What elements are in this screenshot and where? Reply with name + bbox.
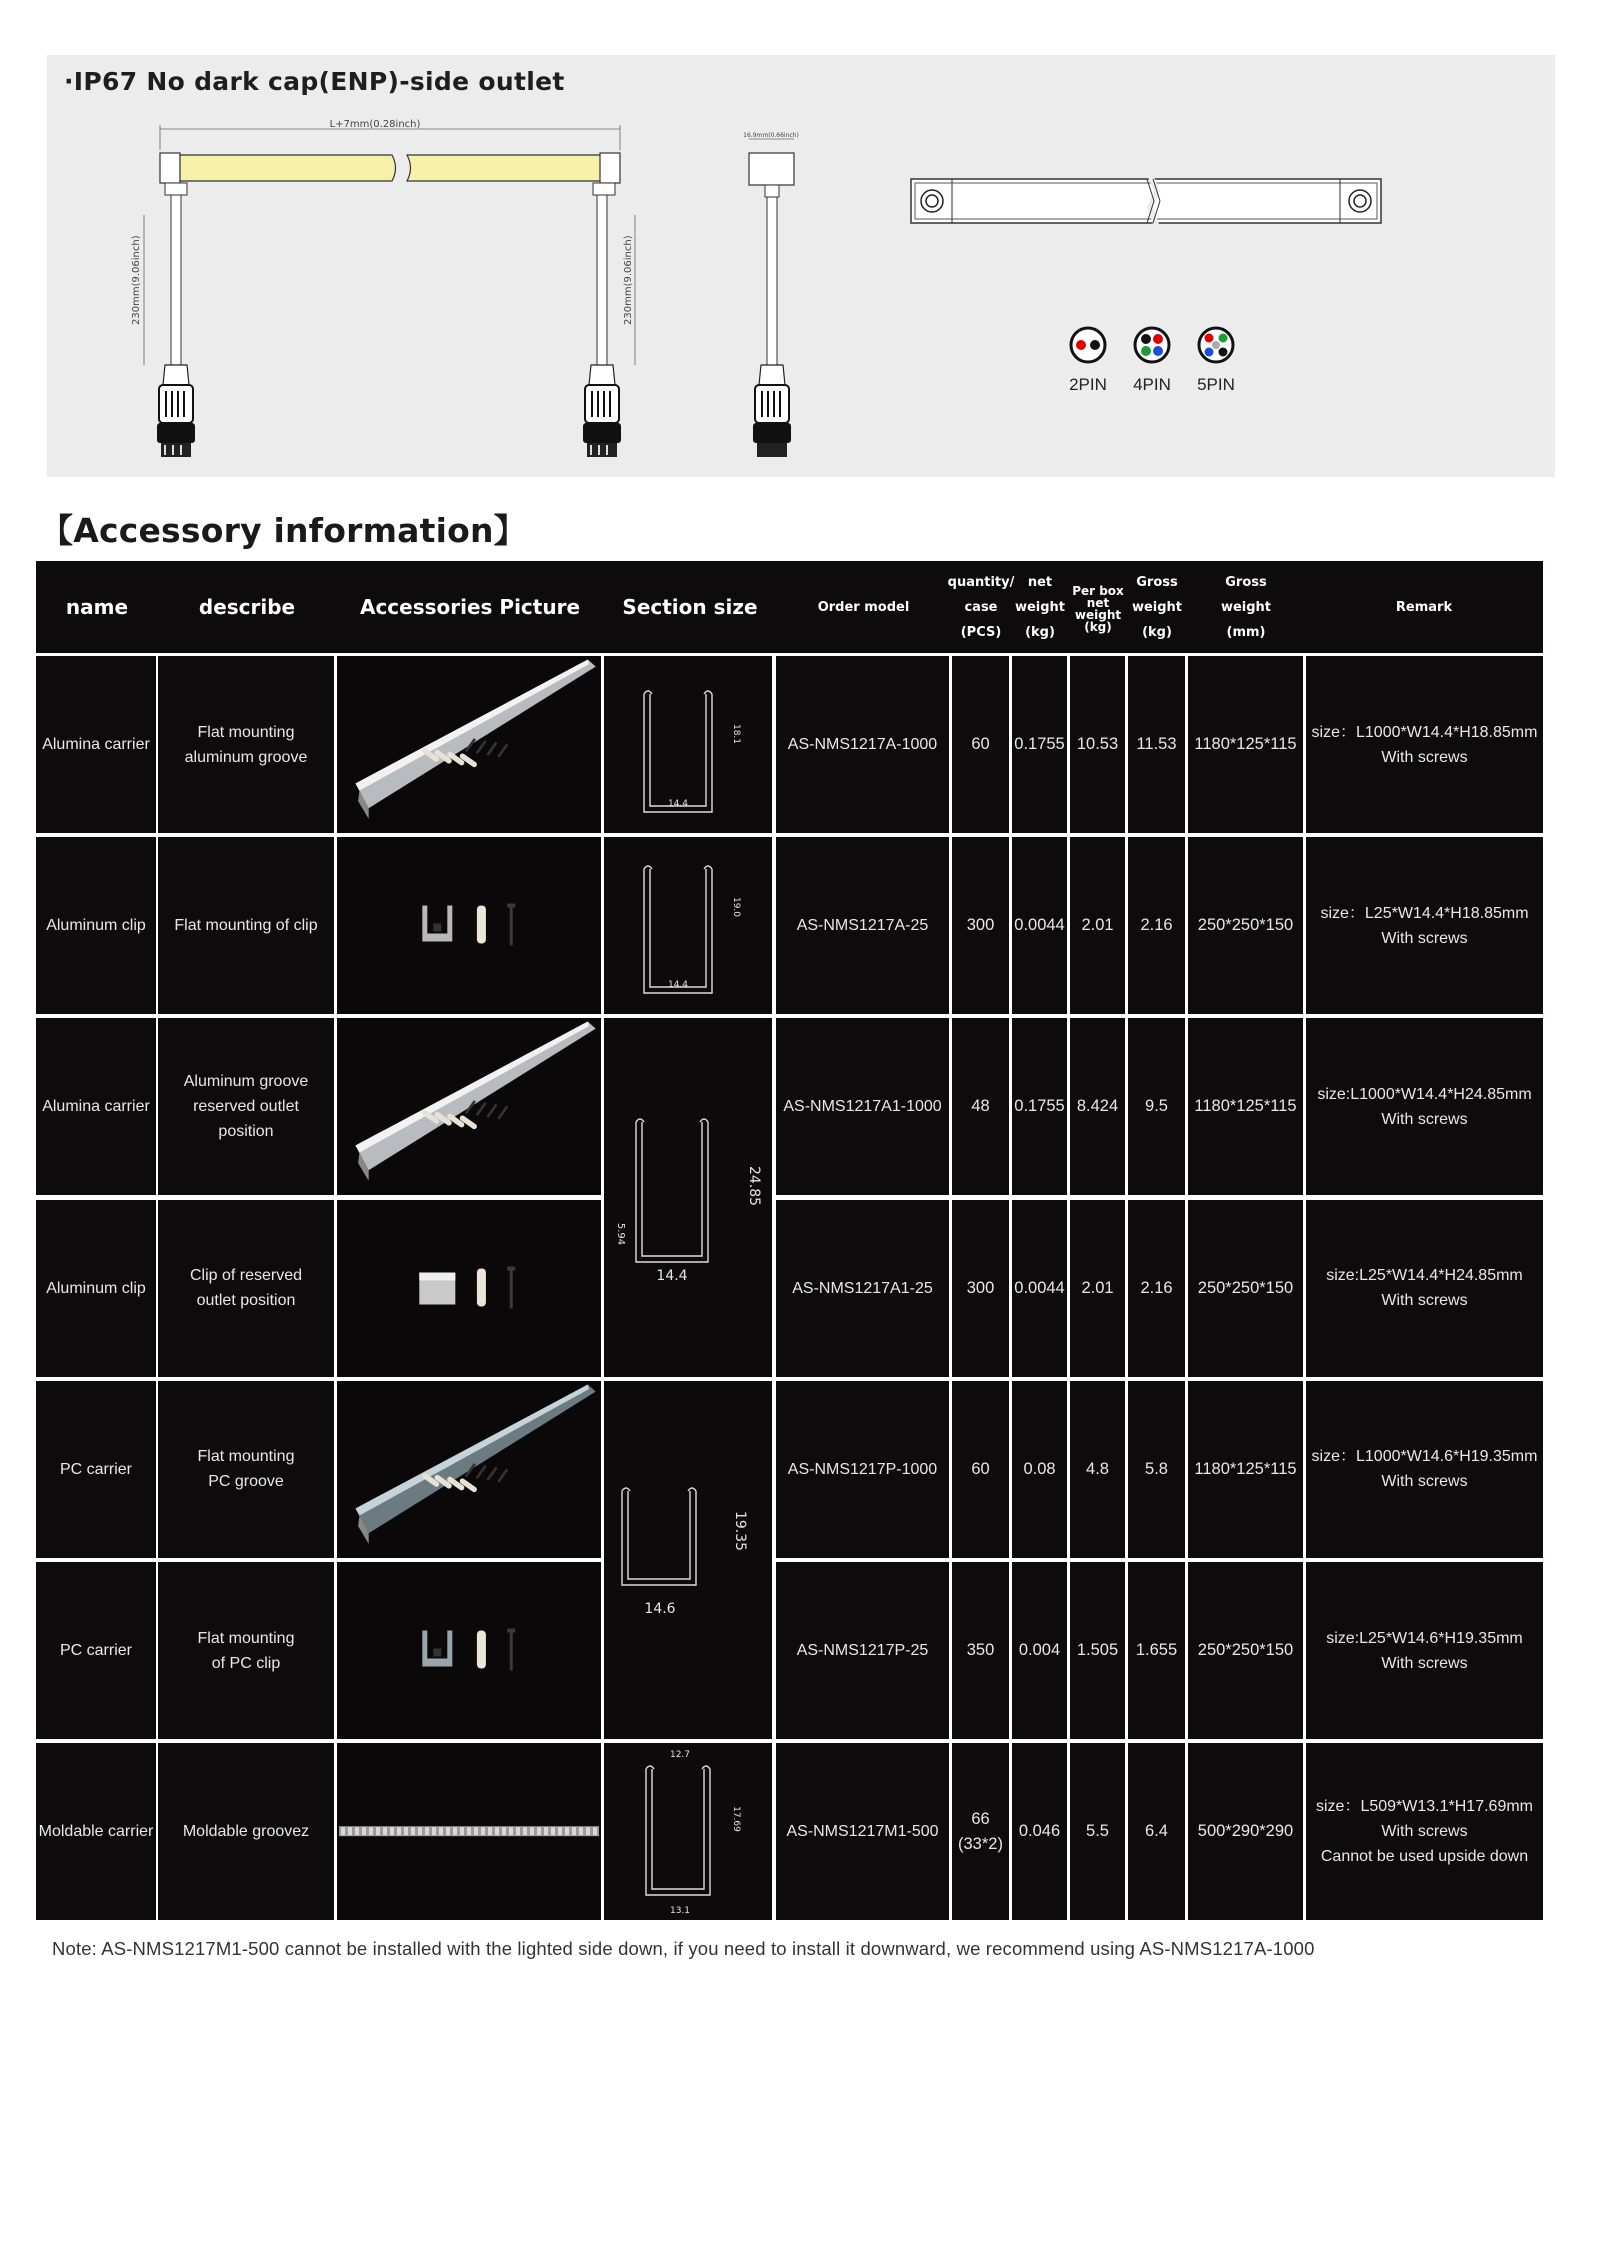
cell-remark: [1306, 1562, 1543, 1739]
cell-remark: [1306, 837, 1543, 1014]
chain-link: [411, 1827, 415, 1835]
cell-net: 0.0044: [1012, 837, 1067, 1014]
screw: [498, 744, 507, 757]
cell-describe: [158, 656, 334, 833]
cell-name: PC carrier: [36, 1381, 156, 1558]
chain-link: [341, 1827, 345, 1835]
section-size-cell: [604, 837, 772, 1014]
profile-1-lips: [644, 691, 712, 694]
groove-image: [355, 1384, 595, 1543]
pin-label-5pin: 5PIN: [1197, 375, 1235, 394]
groove-image: [355, 660, 595, 819]
chain-link: [544, 1827, 548, 1835]
chain-link: [348, 1827, 352, 1835]
qty-line: 48: [971, 1097, 990, 1116]
cable-length-right: 230mm(9.06inch): [623, 235, 634, 325]
cell-perbox: 1.505: [1070, 1562, 1125, 1739]
header-gross-line: weight: [1131, 599, 1183, 615]
cable-length-left: 230mm(9.06inch): [131, 235, 142, 325]
groove-highlight: [355, 1384, 589, 1515]
describe-line: of PC clip: [211, 1654, 281, 1672]
qty-line: 60: [971, 1459, 990, 1478]
cell-name: Moldable carrier: [36, 1743, 156, 1920]
chain-link: [446, 1827, 450, 1835]
profile-3-lips: [636, 1119, 708, 1122]
screw: [477, 1103, 486, 1116]
remark-line: With screws: [1381, 748, 1468, 766]
cell-order: AS-NMS1217P-1000: [776, 1381, 949, 1558]
remark-line: size:L25*W14.4*H24.85mm: [1326, 1267, 1523, 1285]
describe-line: reserved outlet: [193, 1098, 299, 1116]
chain-link: [530, 1827, 534, 1835]
chain-link: [397, 1827, 401, 1835]
wall-plug: [477, 1268, 486, 1306]
remark-line: size：L1000*W14.6*H19.35mm: [1311, 1448, 1538, 1466]
header-perbox-line: weight: [1074, 608, 1122, 622]
header-qty-line: (PCS): [960, 624, 1002, 640]
header-grossmm-line: (mm): [1226, 624, 1266, 640]
pin-icon-2pin: [1071, 328, 1105, 362]
cell-order: AS-NMS1217P-25: [776, 1562, 949, 1739]
profile-2-lips: [644, 866, 712, 869]
pin-label-4pin: 4PIN: [1133, 375, 1171, 394]
cell-qty: [952, 1018, 1009, 1195]
profile-4: [622, 1491, 696, 1585]
cell-describe: [158, 1743, 334, 1920]
chain-link: [572, 1827, 576, 1835]
remark-line: size：L509*W13.1*H17.69mm: [1316, 1798, 1533, 1816]
qty-line: 66: [971, 1809, 990, 1828]
screw: [498, 1469, 507, 1482]
section-drawing: [604, 837, 772, 1014]
cell-size: 1180*125*115: [1188, 1381, 1303, 1558]
chain-link: [453, 1827, 457, 1835]
header-perbox-line: net: [1086, 596, 1110, 610]
screw-head: [507, 1629, 515, 1633]
cell-order: AS-NMS1217A-1000: [776, 656, 949, 833]
cell-gross: 6.4: [1128, 1743, 1185, 1920]
cell-size: 500*290*290: [1188, 1743, 1303, 1920]
screw: [487, 1467, 496, 1480]
cell-pic: [337, 1562, 601, 1739]
cell-name: PC carrier: [36, 1562, 156, 1739]
remark-line: With screws: [1381, 1292, 1468, 1310]
section-size-cell: [604, 1381, 772, 1739]
cell-order: AS-NMS1217A-25: [776, 837, 949, 1014]
clip-top: [419, 1272, 455, 1280]
section-inner-height: 5.94: [615, 1223, 627, 1246]
clip-image: [419, 1266, 515, 1308]
header-perbox-line: (kg): [1084, 620, 1112, 634]
cell-remark: [1306, 1743, 1543, 1920]
profile-3: [636, 1122, 708, 1262]
cell-size: 250*250*150: [1188, 1200, 1303, 1377]
section-width: 14.6: [644, 1600, 676, 1617]
cell-qty: [952, 1381, 1009, 1558]
cell-name: Aluminum clip: [36, 837, 156, 1014]
chain-link: [418, 1827, 422, 1835]
cell-perbox: 8.424: [1070, 1018, 1125, 1195]
describe-line: PC groove: [208, 1473, 284, 1491]
header-describe: describe: [198, 595, 296, 619]
cell-size: 1180*125*115: [1188, 656, 1303, 833]
cell-pic: [337, 1381, 601, 1558]
pin-icon-5pin: [1199, 328, 1233, 362]
section-width: 14.4: [656, 1268, 688, 1285]
chain-link: [439, 1827, 443, 1835]
groove-body: [355, 1384, 595, 1533]
cell-describe: [158, 1381, 334, 1558]
clip-hole: [433, 924, 441, 932]
clip-image: [422, 904, 515, 946]
section-height: 19.35: [731, 1510, 748, 1551]
screw-head: [507, 904, 515, 908]
cell-describe: [158, 1200, 334, 1377]
chain-link: [481, 1827, 485, 1835]
remark-line: Cannot be used upside down: [1320, 1848, 1529, 1866]
remark-line: size：L25*W14.4*H18.85mm: [1320, 904, 1529, 922]
product-drawing-panel: [47, 55, 1555, 477]
section-top-width: 12.7: [669, 1750, 691, 1761]
clip-image: [422, 1629, 515, 1671]
length-dimension: L+7mm(0.28inch): [329, 119, 421, 130]
header-perbox-line: Per box: [1072, 584, 1124, 598]
describe-line: position: [218, 1123, 274, 1141]
chain-link: [509, 1827, 513, 1835]
cell-gross: 1.655: [1128, 1562, 1185, 1739]
describe-line: Flat mounting of clip: [174, 917, 318, 935]
cell-name: Alumina carrier: [36, 1018, 156, 1195]
screw: [477, 741, 486, 754]
describe-line: Flat mounting: [197, 1448, 295, 1466]
remark-line: size:L1000*W14.4*H24.85mm: [1317, 1085, 1532, 1103]
cell-gross: 2.16: [1128, 1200, 1185, 1377]
header-picture: Accessories Picture: [359, 595, 581, 619]
profile-2: [644, 869, 712, 993]
cell-perbox: 5.5: [1070, 1743, 1125, 1920]
chain-link: [425, 1827, 429, 1835]
cell-qty: [952, 1562, 1009, 1739]
header-qty-line: quantity/: [947, 574, 1015, 590]
groove-highlight: [355, 660, 589, 791]
pin-icon-4pin: [1135, 328, 1169, 362]
cell-qty: [952, 656, 1009, 833]
section-size-cell: [604, 656, 772, 833]
cell-size: 1180*125*115: [1188, 1018, 1303, 1195]
chain-link: [432, 1827, 436, 1835]
section-height: 24.85: [745, 1166, 762, 1207]
chain-link: [579, 1827, 583, 1835]
chain-link: [516, 1827, 520, 1835]
moldable-groove-image: [339, 1826, 599, 1836]
screw: [477, 1465, 486, 1478]
header-grossmm-line: weight: [1220, 599, 1272, 615]
chain-link: [467, 1827, 471, 1835]
cell-net: 0.1755: [1012, 656, 1067, 833]
screw: [487, 1105, 496, 1118]
chain-link: [383, 1827, 387, 1835]
cell-gross: 9.5: [1128, 1018, 1185, 1195]
qty-line: 350: [966, 1641, 995, 1659]
cell-net: 0.0044: [1012, 1200, 1067, 1377]
cell-gross: 5.8: [1128, 1381, 1185, 1558]
header-grossmm: [1187, 561, 1305, 653]
cell-describe: [158, 837, 334, 1014]
chain-link: [474, 1827, 478, 1835]
header-gross-line: (kg): [1142, 624, 1172, 640]
cell-pic: [337, 656, 601, 833]
chain-link: [404, 1827, 408, 1835]
profile-1: [644, 694, 712, 812]
cell-remark: [1306, 1200, 1543, 1377]
chain-link: [390, 1827, 394, 1835]
remark-line: With screws: [1381, 1823, 1468, 1841]
header-net-line: net: [1027, 574, 1053, 590]
remark-line: With screws: [1381, 1654, 1468, 1672]
chain-link: [369, 1827, 373, 1835]
chain-link: [362, 1827, 366, 1835]
groove-body: [355, 660, 595, 809]
chain-link: [488, 1827, 492, 1835]
accessory-picture: [337, 837, 601, 1014]
chain-link: [523, 1827, 527, 1835]
cell-name: Alumina carrier: [36, 656, 156, 833]
screw: [487, 742, 496, 755]
section-drawing: [604, 1743, 772, 1920]
cell-perbox: 2.01: [1070, 837, 1125, 1014]
cell-describe: [158, 1562, 334, 1739]
pin-label-2pin: 2PIN: [1069, 375, 1107, 394]
cell-pic: [337, 837, 601, 1014]
cell-net: 0.08: [1012, 1381, 1067, 1558]
qty-line: 300: [966, 916, 995, 935]
cell-qty: [952, 1743, 1009, 1920]
cell-pic: [337, 1743, 601, 1920]
section-drawing: [604, 1018, 772, 1376]
profile-4-lips: [622, 1488, 696, 1491]
accessory-picture: [337, 1200, 601, 1377]
remark-line: With screws: [1381, 1110, 1468, 1128]
section-width: 14.4: [667, 980, 689, 991]
header-qty-line: case: [964, 599, 998, 615]
section-size-cell: [604, 1018, 772, 1376]
chain-link: [355, 1827, 359, 1835]
accessory-picture: [337, 1743, 601, 1920]
section-height: 17.69: [731, 1806, 741, 1833]
header-section: Section size: [622, 595, 758, 619]
qty-line: 300: [966, 1278, 995, 1297]
header-perbox: [1069, 561, 1127, 653]
remark-line: size：L1000*W14.4*H18.85mm: [1311, 723, 1538, 741]
cell-qty: [952, 1200, 1009, 1377]
cell-perbox: 4.8: [1070, 1381, 1125, 1558]
strip-drawing: [47, 55, 1555, 477]
cell-name: Aluminum clip: [36, 1200, 156, 1377]
accessory-picture: [337, 1562, 601, 1739]
accessory-picture: [337, 1381, 601, 1558]
screw-head: [507, 1266, 515, 1270]
cell-perbox: 10.53: [1070, 656, 1125, 833]
chain-link: [460, 1827, 464, 1835]
wall-plug: [477, 906, 486, 944]
section-drawing: [604, 1381, 772, 1739]
header-net-line: (kg): [1025, 624, 1055, 640]
chain-link: [537, 1827, 541, 1835]
cell-size: 250*250*150: [1188, 1562, 1303, 1739]
cell-pic: [337, 1200, 601, 1377]
cell-net: 0.004: [1012, 1562, 1067, 1739]
groove-body: [355, 1022, 595, 1171]
section-height: 18.1: [731, 723, 741, 745]
profile-5: [646, 1769, 710, 1895]
remark-line: With screws: [1381, 1473, 1468, 1491]
cell-remark: [1306, 1018, 1543, 1195]
chain-link: [586, 1827, 590, 1835]
cell-perbox: 2.01: [1070, 1200, 1125, 1377]
describe-line: Flat mounting: [197, 1629, 295, 1647]
remark-line: With screws: [1381, 929, 1468, 947]
wall-plug: [477, 1631, 486, 1669]
section-size-cell: [604, 1743, 772, 1920]
header-order: Order model: [817, 599, 910, 615]
describe-line: Moldable groovez: [182, 1823, 310, 1841]
cell-order: AS-NMS1217A1-1000: [776, 1018, 949, 1195]
header-gross-line: Gross: [1136, 574, 1178, 590]
chain-link: [558, 1827, 562, 1835]
chain-link: [593, 1827, 597, 1835]
cell-order: AS-NMS1217M1-500: [776, 1743, 949, 1920]
accessory-heading: 【Accessory information】: [40, 511, 527, 550]
header-qty: [947, 561, 1015, 653]
cell-pic: [337, 1018, 601, 1195]
installation-note: Note: AS-NMS1217M1-500 cannot be installed with the lighted side down, if you need to install it downward, we recommend using AS-NMS1217A-1000: [52, 1938, 1315, 1959]
describe-line: outlet position: [196, 1292, 296, 1310]
header-gross: [1127, 561, 1187, 653]
remark-line: size:L25*W14.6*H19.35mm: [1326, 1629, 1523, 1647]
chain-link: [502, 1827, 506, 1835]
accessory-picture: [337, 1018, 601, 1195]
chain-link: [551, 1827, 555, 1835]
qty-line: 60: [971, 735, 990, 753]
cell-gross: 11.53: [1128, 656, 1185, 833]
header-grossmm-line: Gross: [1225, 574, 1267, 590]
section-height: 19.0: [731, 897, 741, 918]
cell-net: 0.046: [1012, 1743, 1067, 1920]
cell-order: AS-NMS1217A1-25: [776, 1200, 949, 1377]
side-width-dimension: 16.9mm(0.66inch): [743, 132, 799, 139]
describe-line: Clip of reserved: [189, 1267, 303, 1285]
chain-link: [495, 1827, 499, 1835]
header-name: name: [65, 595, 129, 619]
cell-gross: 2.16: [1128, 837, 1185, 1014]
describe-line: Aluminum groove: [183, 1073, 309, 1091]
describe-line: aluminum groove: [184, 748, 308, 766]
screw: [498, 1107, 507, 1120]
describe-line: Flat mounting: [197, 723, 295, 741]
header-net-line: weight: [1014, 599, 1066, 615]
cell-describe: [158, 1018, 334, 1195]
section-width: 14.4: [667, 799, 689, 809]
section-bottom-width: 13.1: [669, 1906, 691, 1917]
cell-remark: [1306, 656, 1543, 833]
qty-line: (33*2): [958, 1834, 1003, 1853]
chain-link: [376, 1827, 380, 1835]
cell-remark: [1306, 1381, 1543, 1558]
cell-qty: [952, 837, 1009, 1014]
groove-highlight: [355, 1022, 589, 1153]
cell-net: 0.1755: [1012, 1018, 1067, 1195]
profile-5-lips: [646, 1766, 710, 1769]
groove-image: [355, 1022, 595, 1181]
clip-hole: [433, 1649, 441, 1657]
chain-link: [565, 1827, 569, 1835]
accessory-picture: [337, 656, 601, 833]
header-net: [1011, 561, 1069, 653]
header-remark: Remark: [1395, 599, 1453, 615]
drawing-title: ·IP67 No dark cap(ENP)-side outlet: [64, 67, 565, 96]
section-drawing: [604, 656, 772, 833]
cell-size: 250*250*150: [1188, 837, 1303, 1014]
